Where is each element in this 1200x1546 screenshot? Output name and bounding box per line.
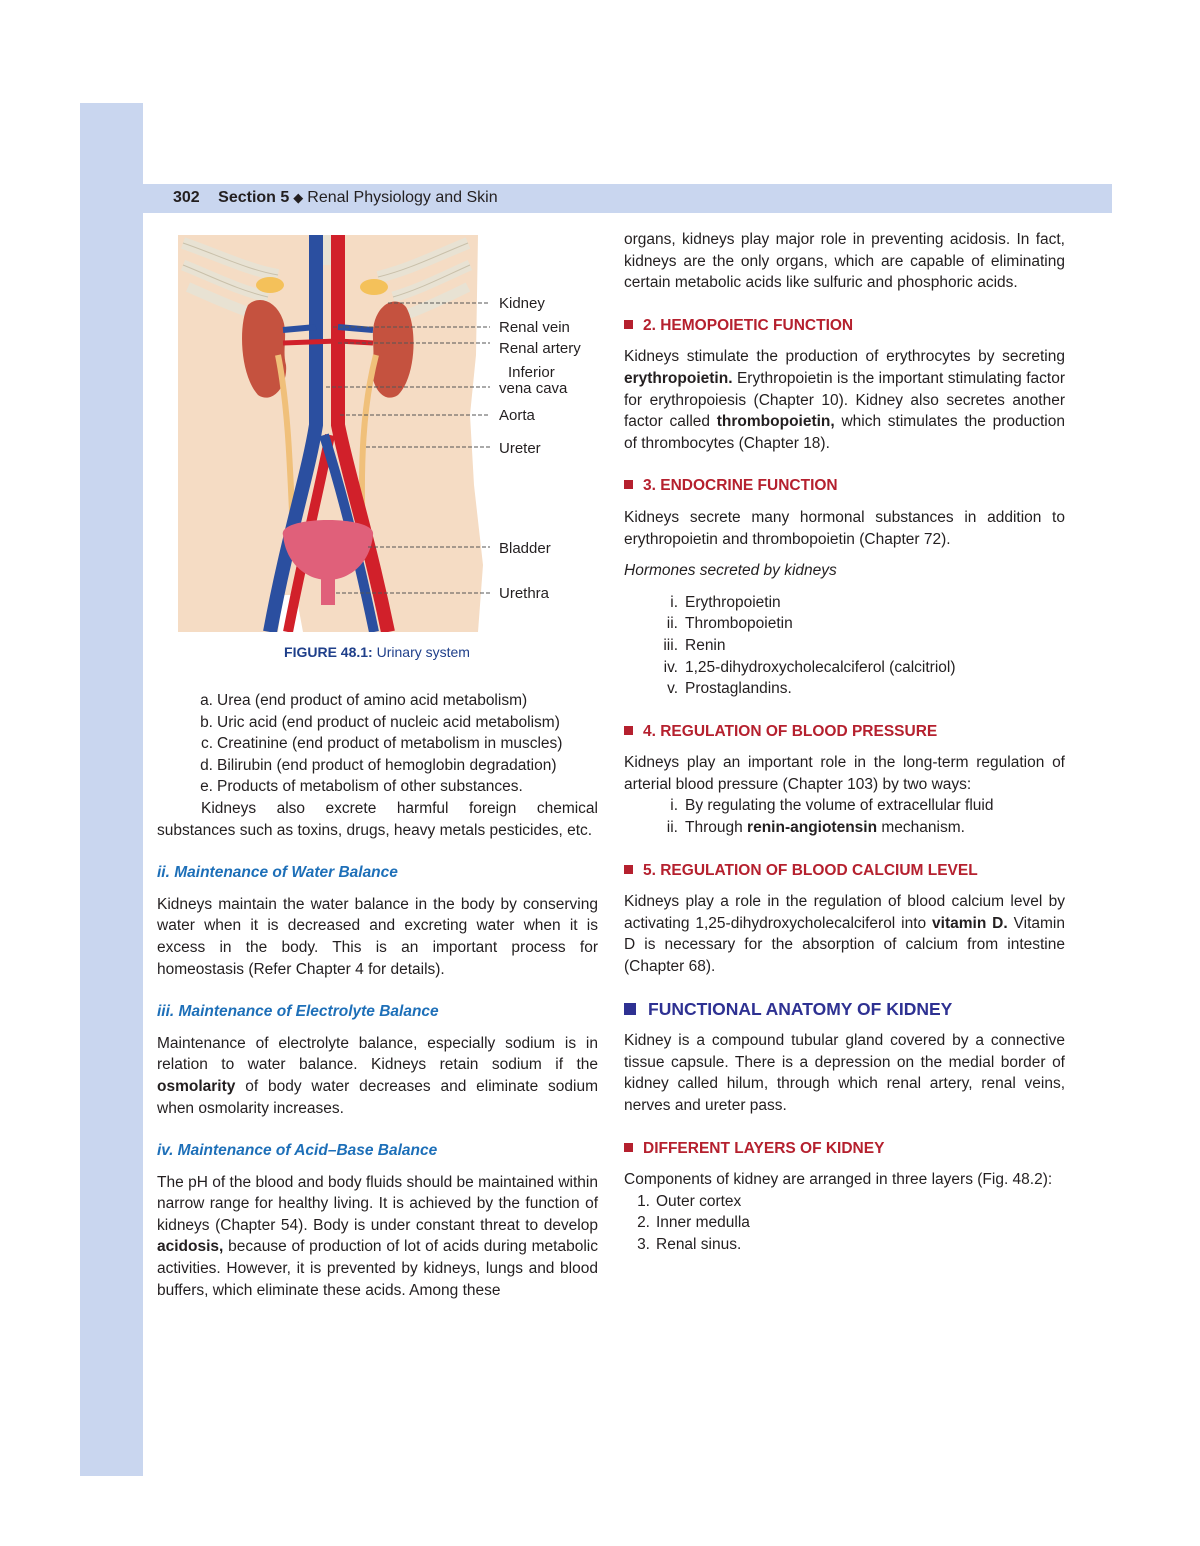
electrolyte-balance-heading: iii. Maintenance of Electrolyte Balance [157, 1003, 439, 1021]
square-bullet-icon [624, 865, 633, 874]
figure-caption-label: FIGURE 48.1: [284, 644, 373, 660]
hormones-title: Hormones secreted by kidneys [624, 562, 837, 580]
list-item: 1. Outer cortex [637, 1192, 742, 1210]
list-item: iv. 1,25-dihydroxycholecalciferol (calcitriol) [663, 658, 956, 676]
hormones-list [624, 592, 1065, 700]
label-urethra: Urethra [499, 585, 550, 602]
diamond-icon: ◆ [293, 190, 304, 205]
label-renal-artery: Renal artery [499, 340, 581, 357]
list-item: v. Prostaglandins. [667, 680, 792, 698]
label-ivc-1: Inferior [508, 364, 555, 381]
figure-caption-text: Urinary system [372, 644, 470, 660]
left-column [157, 690, 598, 1301]
list-item: e. Products of metabolism of other substances. [200, 778, 523, 796]
list-item: 2. Inner medulla [637, 1214, 750, 1232]
acid-base-heading: iv. Maintenance of Acid–Base Balance [157, 1142, 438, 1160]
layers-paragraph: Components of kidney are arranged in three layers (Fig. 48.2): [624, 1171, 1053, 1189]
water-balance-heading: ii. Maintenance of Water Balance [157, 864, 398, 882]
water-balance-paragraph: Kidneys maintain the water balance in the body by conserving water when it is decreased and excreting water when it is excess in the body. This is an important process for homeostasis (Refer Chapter 4 for details). [157, 895, 598, 978]
functional-anatomy-heading: FUNCTIONAL ANATOMY OF KIDNEY [624, 999, 1065, 1021]
functional-anatomy-paragraph: Kidney is a compound tubular gland covered by a connective tissue capsule. There is a depression on the medial border of kidney called hilum, through which renal artery, renal veins, nerves and ureter pass. [624, 1032, 1065, 1114]
blood-calcium-paragraph: Kidneys play a role in the regulation of blood calcium level by activating 1,25-dihydroxycholecalciferol into vitamin D. Vitamin D is necessary for the absorption of calcium from intestine (Chapter 68). [624, 893, 1065, 976]
blood-pressure-paragraph: Kidneys play an important role in the long-term regulation of arterial blood pressure (Chapter 103) by two ways: [624, 754, 1065, 793]
label-ureter: Ureter [499, 440, 541, 457]
list-item: 3. Renal sinus. [637, 1235, 742, 1253]
label-renal-vein: Renal vein [499, 319, 570, 336]
section-label: Section 5 [218, 189, 290, 206]
list-item: ii. Through renin-angiotensin mechanism. [666, 819, 965, 837]
list-item: b. Uric acid (end product of nucleic acid metabolism) [200, 713, 560, 731]
hemopoietic-paragraph: Kidneys stimulate the production of erythrocytes by secreting erythropoietin. Erythropoietin is the important stimulating factor for erythropoiesis (Chapter 10). Kidney also secretes another factor called thrombopoietin, which stimulates the production of thrombocytes (Chapter 18). [624, 348, 1065, 452]
square-bullet-icon [624, 1003, 636, 1015]
list-item: d. Bilirubin (end product of hemoglobin degradation) [200, 756, 557, 774]
continued-paragraph: organs, kidneys play major role in preventing acidosis. In fact, kidneys are the only organs, which are capable of eliminating certain metabolic acids like sulfuric and phosphoric acids. [624, 231, 1065, 292]
toxins-paragraph: Kidneys also excrete harmful foreign chemical substances such as toxins, drugs, heavy metals pesticides, etc. [157, 799, 598, 839]
electrolyte-balance-paragraph: Maintenance of electrolyte balance, especially sodium is in relation to water balance. Kidneys retain sodium if the osmolarity of body water decreases and eliminate sodium when osmolarity increases. [157, 1034, 598, 1117]
list-item: ii. Thrombopoietin [666, 615, 793, 633]
page-number: 302 [173, 189, 200, 206]
label-ivc-2: vena cava [499, 380, 568, 397]
square-bullet-icon [624, 1143, 633, 1152]
page-margin-band [80, 103, 143, 1476]
acid-base-paragraph: The pH of the blood and body fluids should be maintained within narrow range for healthy living. It is achieved by the function of kidneys (Chapter 54). Body is under constant threat to develop acidosis, because of production of lot of acids during metabolic activities. However, it is prevented by kidneys, lungs and blood buffers, which eliminate these acids. Among these [157, 1173, 598, 1299]
label-kidney: Kidney [499, 295, 545, 312]
layers-heading: DIFFERENT LAYERS OF KIDNEY [624, 1138, 1065, 1160]
right-column [624, 229, 1065, 1256]
hemopoietic-heading: 2. HEMOPOIETIC FUNCTION [624, 315, 1065, 337]
blood-pressure-heading: 4. REGULATION OF BLOOD PRESSURE [624, 721, 1065, 743]
square-bullet-icon [624, 480, 633, 489]
label-aorta: Aorta [499, 407, 535, 424]
list-item: c. Creatinine (end product of metabolism in muscles) [200, 735, 563, 753]
urinary-system-illustration [178, 235, 598, 632]
list-item: iii. Renin [663, 636, 726, 654]
layers-list [624, 1191, 1065, 1256]
list-item: i. By regulating the volume of extracellular fluid [670, 797, 994, 815]
endocrine-paragraph: Kidneys secrete many hormonal substances in addition to erythropoietin and thrombopoietin (Chapter 72). [624, 508, 1065, 548]
list-item: i. Erythropoietin [670, 593, 781, 611]
square-bullet-icon [624, 726, 633, 735]
blood-calcium-heading: 5. REGULATION OF BLOOD CALCIUM LEVEL [624, 860, 1065, 882]
running-header [173, 187, 498, 209]
figure-caption [157, 643, 597, 661]
label-bladder: Bladder [499, 540, 551, 557]
blood-pressure-list [624, 795, 1065, 838]
square-bullet-icon [624, 320, 633, 329]
list-item: a. Urea (end product of amino acid metabolism) [200, 692, 528, 709]
endocrine-heading: 3. ENDOCRINE FUNCTION [624, 475, 1065, 497]
urinary-system-figure [178, 235, 598, 632]
excretion-list [157, 690, 598, 798]
section-title: Renal Physiology and Skin [307, 189, 498, 206]
